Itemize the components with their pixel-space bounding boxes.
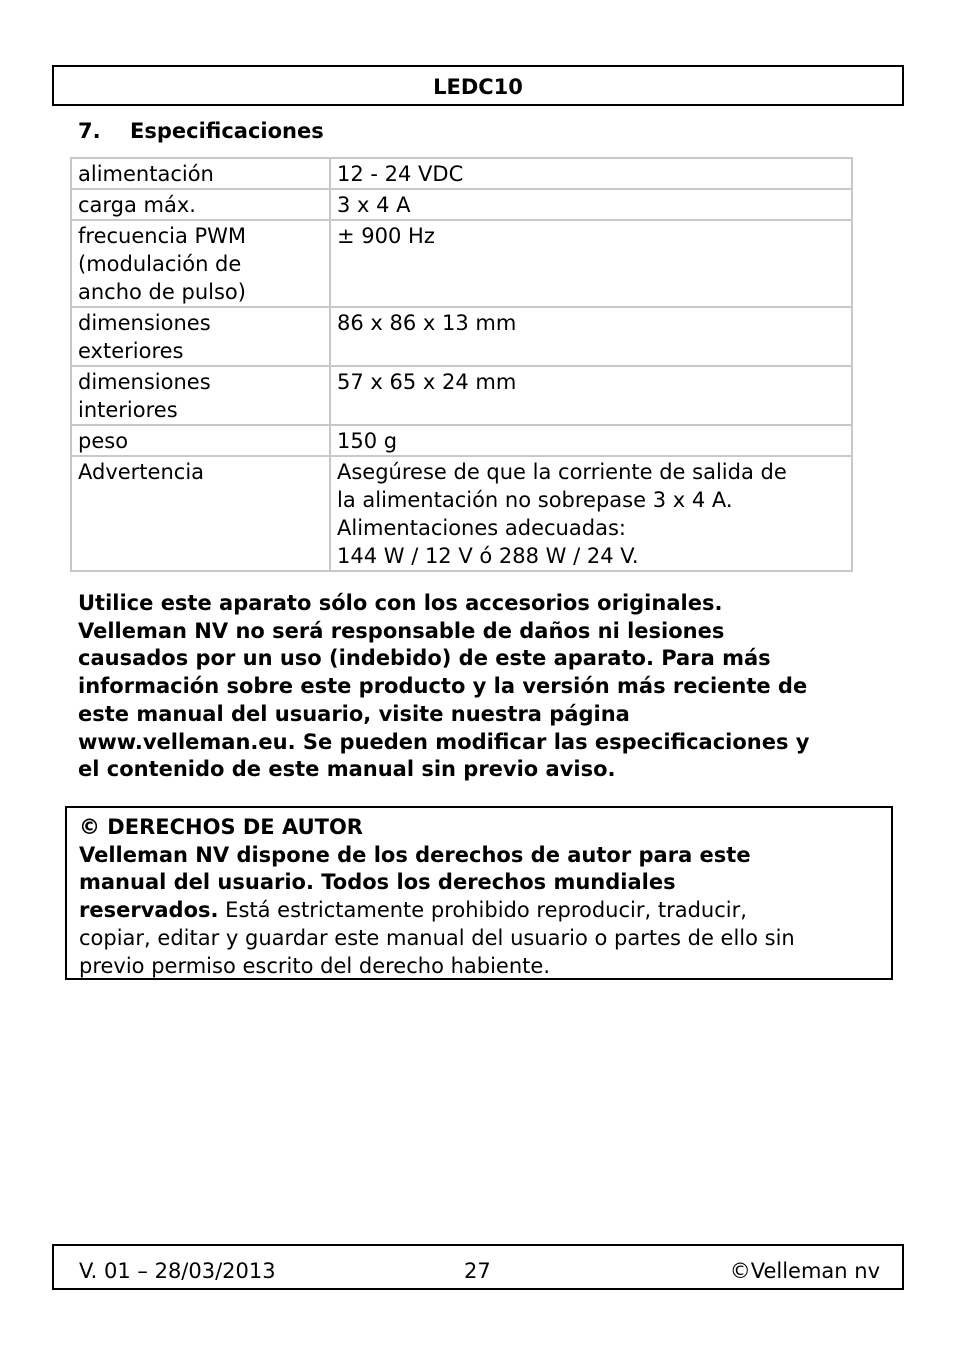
spec-label-line: ancho de pulso) [78, 280, 246, 304]
spec-row [71, 307, 852, 366]
spec-value-line: ± 900 Hz [337, 224, 435, 248]
spec-value-line: Asegúrese de que la corriente de salida de [337, 460, 787, 484]
spec-label-line: dimensiones [78, 370, 211, 394]
spec-value-line: Alimentaciones adecuadas: [337, 516, 626, 540]
usage-notice [78, 590, 898, 784]
spec-row [71, 220, 852, 307]
spec-label-line: exteriores [78, 339, 184, 363]
section-title [78, 116, 324, 146]
spec-label-line: (modulación de [78, 252, 242, 276]
spec-row [71, 366, 852, 425]
spec-label-line: dimensiones [78, 311, 211, 335]
spec-value-cell [330, 366, 852, 425]
notice-line: el contenido de este manual sin previo aviso. [78, 757, 616, 782]
spec-row [71, 456, 852, 571]
notice-line: Utilice este aparato sólo con los accesorios originales. [78, 591, 723, 615]
spec-label-cell [71, 425, 330, 456]
spec-value-line: 150 g [337, 429, 398, 453]
spec-label-cell [71, 366, 330, 425]
spec-label-cell [71, 189, 330, 220]
spec-value-cell [330, 158, 852, 189]
spec-label-cell [71, 456, 330, 571]
spec-value-line: 86 x 86 x 13 mm [337, 311, 517, 335]
section-title-text: Especificaciones [130, 119, 324, 143]
spec-label-line: frecuencia PWM [78, 224, 247, 248]
spec-row [71, 158, 852, 189]
notice-line: causados por un uso (indebido) de este aparato. Para más [78, 646, 771, 671]
copyright-box [65, 806, 893, 980]
spec-label-cell [71, 220, 330, 307]
spec-label-line: peso [78, 429, 129, 453]
specifications-table-body [71, 158, 852, 571]
spec-value-cell [330, 220, 852, 307]
copyright-line-4: copiar, editar y guardar este manual del usuario o partes de ello sin [79, 925, 795, 950]
specifications-table [70, 157, 853, 572]
copyright-line-3-normal: Está estrictamente prohibido reproducir, traducir, [218, 898, 747, 923]
copyright-line-5: previo permiso escrito del derecho habiente. [79, 953, 550, 978]
spec-value-cell [330, 189, 852, 220]
spec-value-line: 3 x 4 A [337, 193, 411, 217]
spec-value-cell [330, 425, 852, 456]
spec-label-line: carga máx. [78, 193, 196, 217]
spec-label-line: Advertencia [78, 460, 205, 484]
spec-row [71, 425, 852, 456]
spec-value-line: 57 x 65 x 24 mm [337, 370, 517, 394]
copyright-line-3 [79, 897, 891, 925]
footer-version: V. 01 – 28/03/2013 [79, 1259, 276, 1283]
notice-line: www.velleman.eu. Se pueden modificar las especificaciones y [78, 729, 810, 754]
footer-page-number: 27 [464, 1259, 491, 1283]
spec-value-cell [330, 456, 852, 571]
spec-value-line: la alimentación no sobrepase 3 x 4 A. [337, 488, 733, 512]
notice-line: información sobre este producto y la versión más reciente de [78, 674, 808, 699]
spec-value-line: 144 W / 12 V ó 288 W / 24 V. [337, 544, 639, 568]
spec-label-cell [71, 158, 330, 189]
spec-label-line: alimentación [78, 162, 214, 186]
spec-row [71, 189, 852, 220]
spec-label-line: interiores [78, 398, 178, 422]
notice-line: Velleman NV no será responsable de daños ni lesiones [78, 618, 725, 643]
page-footer [52, 1244, 904, 1290]
spec-label-cell [71, 307, 330, 366]
notice-line: este manual del usuario, visite nuestra página [78, 701, 630, 726]
copyright-line-2: manual del usuario. Todos los derechos mundiales [79, 870, 676, 895]
model-name: LEDC10 [433, 75, 523, 99]
spec-value-cell [330, 307, 852, 366]
page-header [52, 65, 904, 106]
copyright-line-3-bold: reservados. [79, 898, 219, 923]
copyright-heading: © DERECHOS DE AUTOR [79, 815, 363, 839]
copyright-line-1: Velleman NV dispone de los derechos de autor para este [79, 842, 751, 867]
footer-copyright: ©Velleman nv [729, 1259, 880, 1283]
section-number: 7. [78, 119, 101, 143]
spec-value-line: 12 - 24 VDC [337, 162, 464, 186]
